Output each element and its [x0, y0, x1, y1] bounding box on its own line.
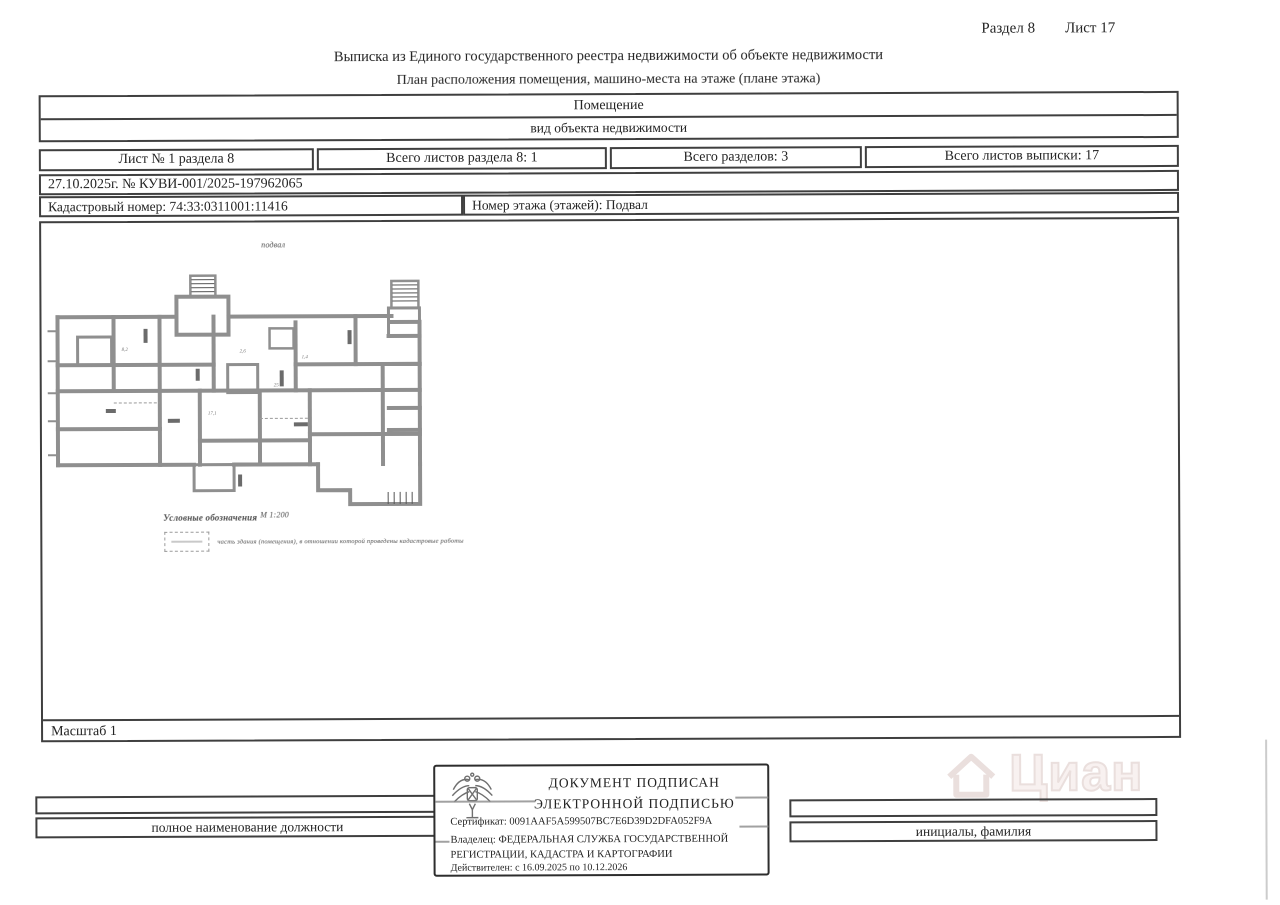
digital-signature-stamp — [433, 764, 769, 877]
house-icon — [943, 747, 999, 801]
scan-bleed-line — [435, 841, 449, 843]
section-number: Раздел 8 — [981, 20, 1036, 37]
document-subtitle: План расположения помещения, машино-места на этаже (плане этажа) — [396, 71, 821, 88]
watermark — [943, 746, 1143, 801]
svg-text:8,2: 8,2 — [121, 347, 128, 353]
object-type-value: Помещение — [41, 93, 1177, 120]
position-signature-line — [35, 795, 459, 815]
stamp-owner: Владелец: ФЕДЕРАЛЬНАЯ СЛУЖБА ГОСУДАРСТВЕННОЙ РЕГИСТРАЦИИ, КАДАСТРА И КАРТОГРАФИИ — [450, 833, 729, 861]
sheet-cell-4: Всего листов выписки: 17 — [865, 145, 1179, 168]
plan-drawing-caption: подвал — [261, 240, 286, 250]
legend-sample-box — [164, 532, 209, 552]
sheet-cell-3: Всего разделов: 3 — [610, 146, 862, 169]
svg-text:2,6: 2,6 — [239, 349, 246, 355]
floor-number-cell: Номер этажа (этажей): Подвал — [463, 192, 1179, 216]
document-title: Выписка из Единого государственного реестра недвижимости об объекте недвижимости — [333, 47, 884, 66]
sheet-cell-2: Всего листов раздела 8: 1 — [317, 147, 607, 170]
object-type-box — [39, 91, 1179, 142]
svg-text:25: 25 — [273, 383, 279, 389]
double-headed-eagle-icon — [449, 772, 495, 822]
scan-artifact-line — [1265, 740, 1268, 900]
stamp-certificate: Сертификат: 0091AAF5A599507BC7E6D39D2DFA052F9A — [450, 815, 713, 828]
svg-text:17,1: 17,1 — [207, 411, 217, 417]
legend-item-text: часть здания (помещения), в отношении которой проведены кадастровые работы — [217, 537, 464, 546]
stamp-validity: Действителен: с 16.09.2025 по 10.12.2026 — [450, 862, 628, 874]
stamp-title-line1: ДОКУМЕНТ ПОДПИСАН — [548, 774, 720, 791]
stamp-title-line2: ЭЛЕКТРОННОЙ ПОДПИСЬЮ — [533, 795, 735, 812]
name-caption-cell: инициалы, фамилия — [789, 820, 1157, 842]
legend-scale-note: М 1:200 — [260, 510, 289, 520]
sheet-number: Лист 17 — [1065, 20, 1116, 37]
scale-row-label: Масштаб 1 — [51, 724, 117, 740]
object-type-caption: вид объекта недвижимости — [530, 119, 688, 136]
cadastral-number-cell: Кадастровый номер: 74:33:0311001:11416 — [39, 195, 463, 218]
legend-title: Условные обозначения — [163, 512, 258, 523]
position-caption-cell: полное наименование должности — [35, 816, 459, 839]
svg-text:1,4: 1,4 — [301, 355, 308, 361]
scale-row-divider — [43, 715, 1179, 721]
watermark-text: Циан — [1009, 744, 1144, 803]
name-signature-line — [789, 798, 1157, 817]
extract-number-row: 27.10.2025г. № КУВИ-001/2025-197962065 — [39, 170, 1179, 195]
plan-box — [39, 217, 1181, 742]
floor-plan — [47, 268, 433, 509]
sheet-cell-1: Лист № 1 раздела 8 — [39, 148, 314, 171]
page-header-right — [981, 20, 1115, 38]
